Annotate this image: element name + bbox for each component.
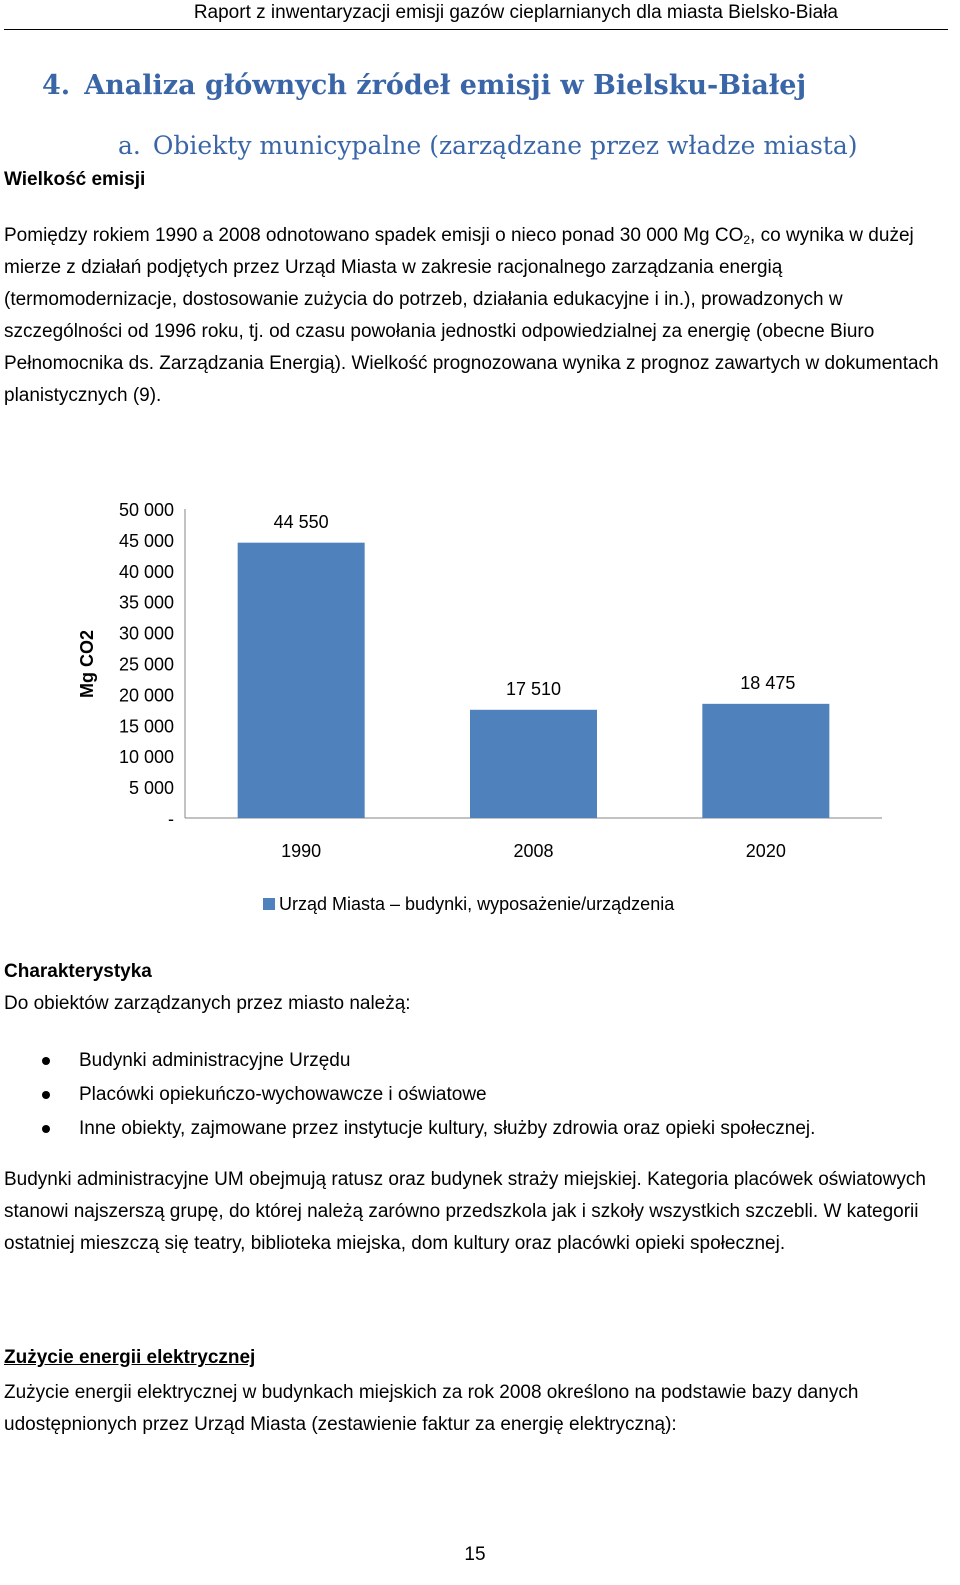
- characteristics-heading: Charakterystyka: [4, 961, 152, 982]
- subsection-title: Obiekty municypalne (zarządzane przez władze miasta): [152, 131, 858, 160]
- emissions-paragraph: [4, 220, 949, 412]
- section-number: 4.: [42, 70, 71, 101]
- y-tick-label: 10 000: [118, 747, 174, 768]
- electricity-paragraph: Zużycie energii elektrycznej w budynkach miejskich za rok 2008 określono na podstawie bazy danych udostępnionych przez Urząd Miasta (zestawienie faktur za energię elektryczną):: [4, 1382, 859, 1435]
- legend-label: Urząd Miasta – budynki, wyposażenie/urządzenia: [279, 894, 675, 914]
- characteristics-paragraph: Budynki administracyjne UM obejmują ratusz oraz budynek straży miejskiej. Kategoria placówek oświatowych stanowi najszerszą grupę, do której należą zarówno przedszkola jak i szkoły wszystkich szczebli. W kategorii ostatniej mieszczą się teatry, biblioteka miejska, dom kultury oraz placówki opieki społecznej.: [4, 1169, 926, 1254]
- bar: [470, 710, 597, 818]
- emissions-heading: Wielkość emisji: [4, 169, 146, 190]
- data-label: 17 510: [505, 679, 562, 699]
- emissions-text-a: Pomiędzy rokiem 1990 a 2008 odnotowano spadek emisji o nieco ponad 30 000 Mg CO: [4, 225, 744, 246]
- y-tick-label: 40 000: [118, 561, 174, 582]
- subsection-letter: a.: [118, 131, 141, 160]
- subsection-heading: [118, 131, 857, 160]
- y-tick-label: 5 000: [128, 778, 174, 799]
- x-tick-label: 2020: [745, 841, 786, 861]
- y-tick-label: 25 000: [118, 654, 174, 675]
- facilities-list: [0, 1044, 815, 1146]
- emissions-bar-chart: [0, 480, 950, 930]
- y-tick-label: 20 000: [118, 685, 174, 706]
- list-item: [0, 1044, 815, 1078]
- bullet-icon: [42, 1091, 50, 1099]
- bullet-icon: [42, 1057, 50, 1065]
- bar: [238, 543, 365, 818]
- electricity-heading: Zużycie energii elektrycznej: [4, 1347, 256, 1368]
- list-item-text: Placówki opiekuńczo-wychowawcze i oświatowe: [79, 1084, 487, 1105]
- list-item: [0, 1112, 815, 1146]
- data-label: 18 475: [740, 673, 796, 693]
- section-title: Analiza głównych źródeł emisji w Bielsku-Białej: [84, 70, 807, 101]
- section-heading: [42, 70, 806, 101]
- x-tick-label: 2008: [513, 841, 554, 861]
- y-tick-label: 50 000: [118, 500, 174, 520]
- bar: [702, 704, 829, 818]
- emissions-text-b: , co wynika w dużej mierze z działań podjętych przez Urząd Miasta w zakresie racjonalnego zarządzania energią (termomodernizacje, dostosowanie zużycia do potrzeb, działania edukacyjne i in.), prowadzonych w szczególności od 1996 roku, tj. od czasu powołania jednostki odpowiedzialnej za energię (obecne Biuro Pełnomocnika ds. Zarządzania Energią). Wielkość prognozowana wynika z prognoz zawartych w dokumentach planistycznych (9).: [4, 225, 939, 406]
- y-tick-label: 30 000: [118, 623, 174, 644]
- header-rule: [4, 29, 948, 30]
- y-tick-label: 45 000: [118, 530, 174, 551]
- bullet-icon: [42, 1125, 50, 1133]
- y-tick-label: 35 000: [118, 592, 174, 613]
- list-item: [0, 1078, 815, 1112]
- legend-swatch: [263, 898, 275, 910]
- data-label: 44 550: [273, 512, 329, 532]
- running-header: Raport z inwentaryzacji emisji gazów cieplarnianych dla miasta Bielsko-Biała: [193, 2, 838, 23]
- list-item-text: Inne obiekty, zajmowane przez instytucje kultury, służby zdrowia oraz opieki społecznej.: [79, 1118, 816, 1139]
- page-number: 15: [464, 1544, 486, 1565]
- characteristics-intro: Do obiektów zarządzanych przez miasto należą:: [4, 993, 411, 1014]
- y-tick-label: 15 000: [118, 716, 174, 737]
- y-tick-label: -: [168, 809, 174, 829]
- list-item-text: Budynki administracyjne Urzędu: [79, 1050, 351, 1071]
- co2-subscript: 2: [743, 233, 751, 247]
- y-axis-title: Mg CO2: [77, 629, 97, 699]
- x-tick-label: 1990: [281, 841, 322, 861]
